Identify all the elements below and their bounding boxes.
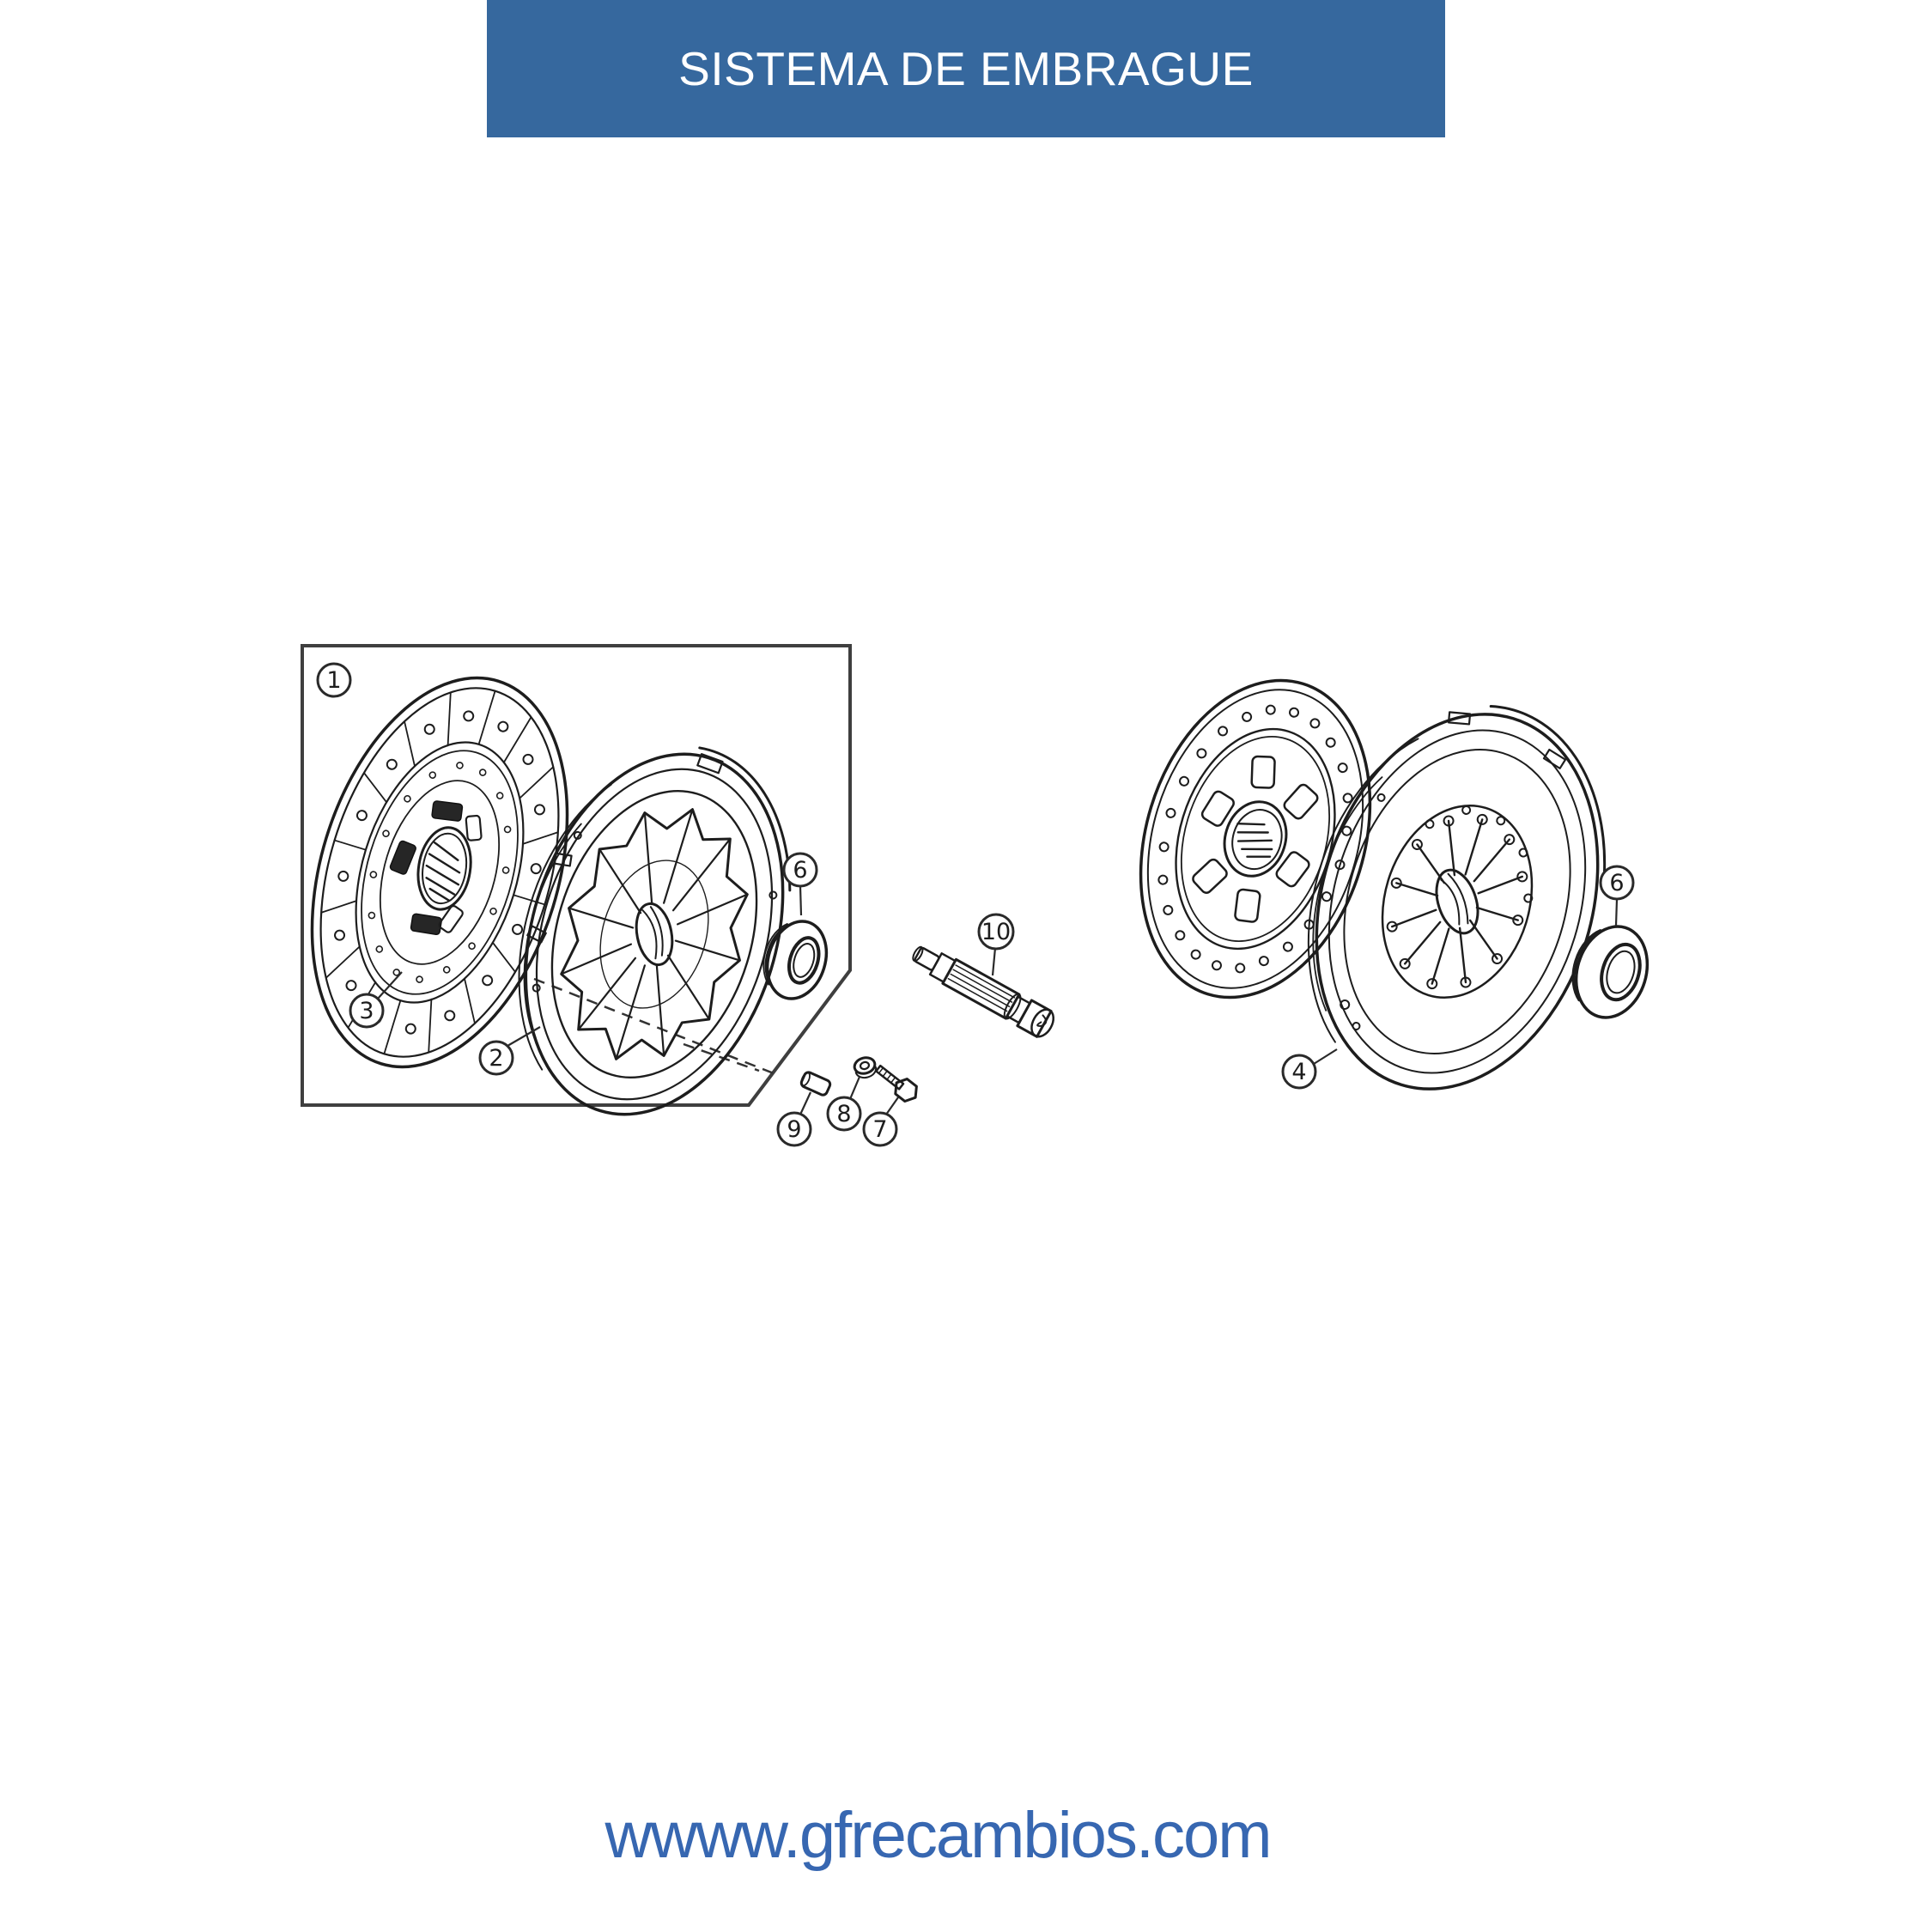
callout-8-label: 8 <box>836 1101 852 1127</box>
callout-6-right <box>1601 866 1633 926</box>
callout-4 <box>1283 1049 1337 1088</box>
page-title: SISTEMA DE EMBRAGUE <box>678 42 1254 95</box>
callout-1-label: 1 <box>326 667 342 694</box>
pressure-plate-left <box>478 714 827 1147</box>
washer <box>853 1055 878 1079</box>
callout-10 <box>979 914 1013 975</box>
callout-7-label: 7 <box>872 1116 888 1143</box>
disc-windows <box>1174 741 1337 936</box>
dashed-leader-1 <box>534 979 778 1075</box>
callout-2-label: 2 <box>489 1045 504 1072</box>
finger-dots <box>1365 792 1552 1009</box>
seal-left <box>754 913 835 1006</box>
frame-box <box>302 646 850 1105</box>
callout-2 <box>480 1027 540 1074</box>
callout-9-label: 9 <box>787 1116 802 1143</box>
website-url: wwww.gfrecambios.com <box>605 1799 1271 1872</box>
callout-1 <box>318 664 350 696</box>
callout-3-label: 3 <box>359 998 374 1024</box>
callout-7 <box>864 1097 898 1145</box>
callout-9 <box>778 1092 811 1145</box>
callout-6-right-label: 6 <box>1609 870 1625 896</box>
footer-website <box>0 1798 1875 1873</box>
clutch-disc-left <box>268 647 611 1098</box>
callout-6-left-label: 6 <box>793 857 808 884</box>
callout-4-label: 4 <box>1291 1059 1307 1085</box>
pin <box>799 1071 831 1097</box>
callout-10-label: 10 <box>981 919 1012 945</box>
right-diagram <box>1103 652 1658 1124</box>
disc-hub-splines-right <box>1235 817 1275 863</box>
clutch-disc-right <box>1103 652 1406 1026</box>
input-shaft <box>908 939 1058 1040</box>
callout-8 <box>828 1077 860 1130</box>
left-diagram <box>268 646 1058 1146</box>
